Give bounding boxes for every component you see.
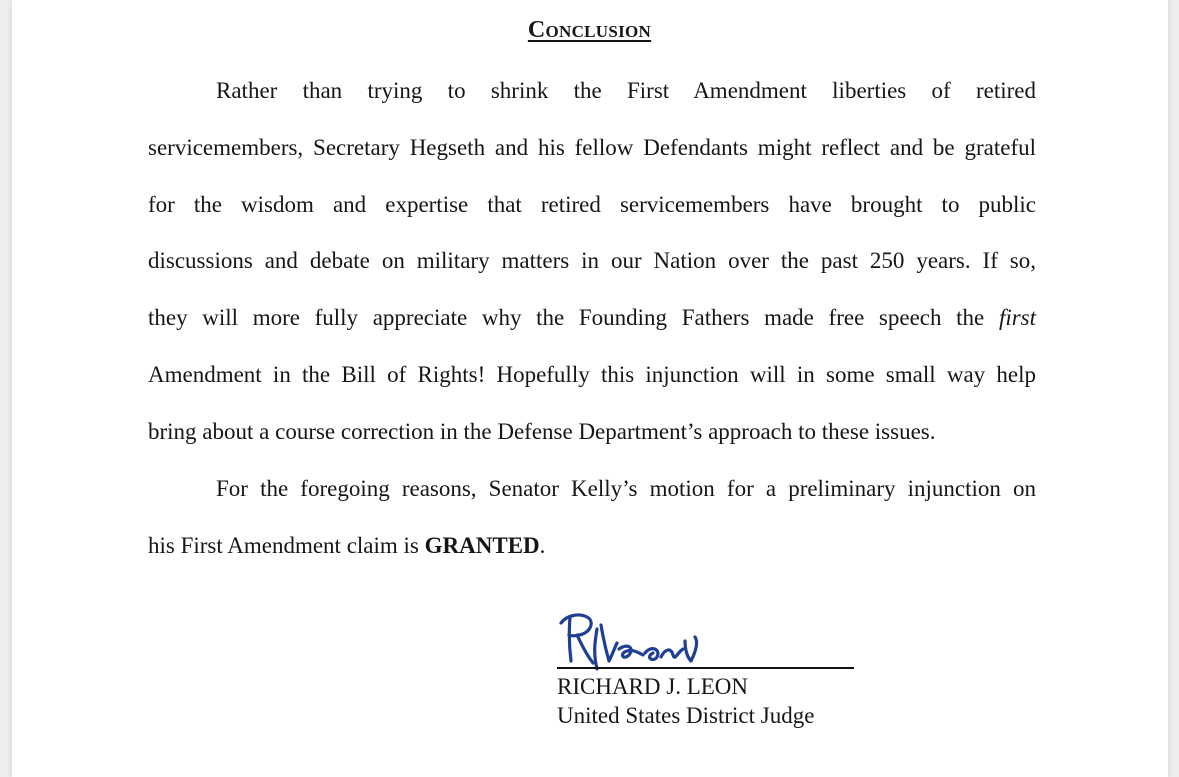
paragraph-2-line-2 <box>148 531 1036 561</box>
section-heading <box>0 17 1179 44</box>
paragraph-1-line-3: for the wisdom and expertise that retired servicemembers have brought to public <box>148 192 1036 217</box>
judge-title: United States District Judge <box>557 703 815 728</box>
handwritten-signature <box>557 603 717 671</box>
paragraph-1-line-1: Rather than trying to shrink the First Amendment liberties of retired <box>216 78 1036 103</box>
line-5-text: they will more fully appreciate why the Founding Fathers made free speech the <box>148 305 985 330</box>
paragraph-1-line-6: Amendment in the Bill of Rights! Hopefully this injunction will in some small way help <box>148 362 1036 387</box>
paragraph-1-line-7: bring about a course correction in the Defense Department’s approach to these issues. <box>148 419 936 444</box>
heading-text: Conclusion <box>527 17 652 43</box>
ruling-granted: GRANTED <box>424 533 540 558</box>
judge-name: RICHARD J. LEON <box>557 674 749 699</box>
signature-line <box>557 667 854 669</box>
paragraph-1-line-2: servicemembers, Secretary Hegseth and his fellow Defendants might reflect and be grateful <box>148 135 1036 160</box>
ruling-period: . <box>539 533 546 558</box>
signature-block <box>557 603 857 673</box>
emphasis-first: first <box>998 305 1037 330</box>
paragraph-2-line-1: For the foregoing reasons, Senator Kelly’s motion for a preliminary injunction on <box>216 476 1036 501</box>
ruling-text: his First Amendment claim is <box>148 533 419 558</box>
paragraph-1-line-5 <box>148 303 1036 333</box>
paragraph-1-line-4: discussions and debate on military matters in our Nation over the past 250 years. If so, <box>148 248 1036 273</box>
